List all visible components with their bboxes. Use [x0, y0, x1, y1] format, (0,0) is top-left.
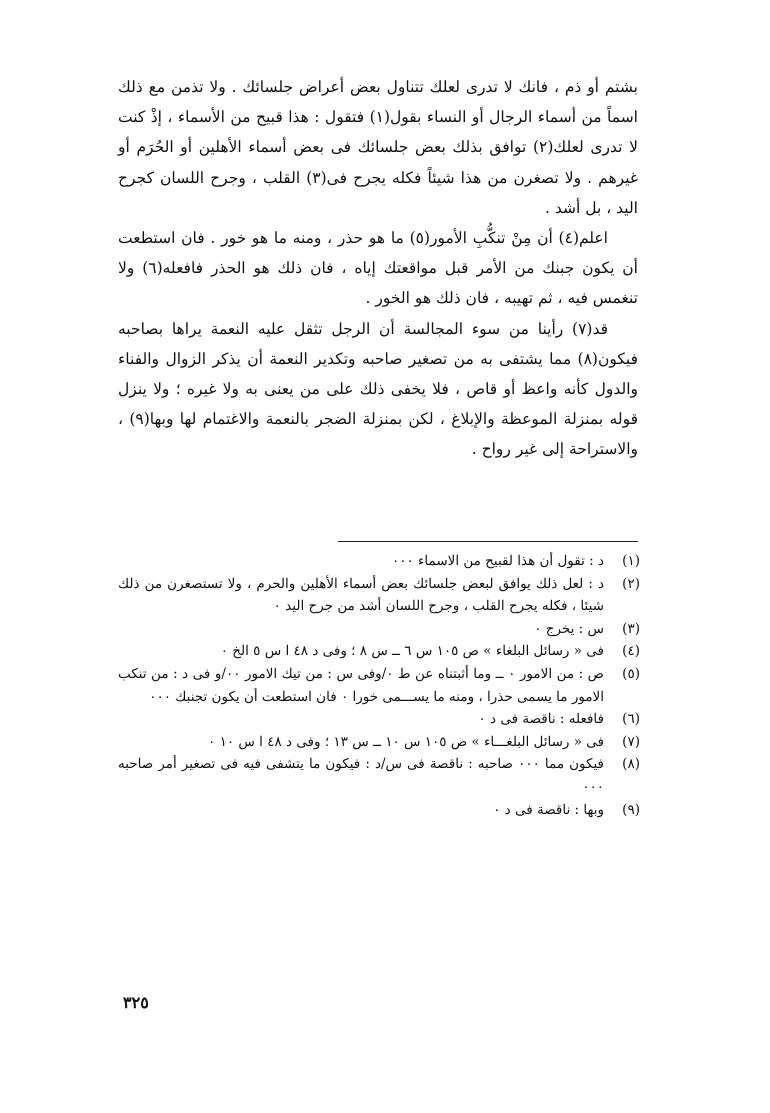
footnote-number: (٢): [622, 575, 640, 592]
page-number: ٣٢٥: [123, 993, 149, 1012]
footnote-text: فافعله : ناقصة فى د ٠: [478, 711, 604, 728]
footnote-number: (٣): [622, 620, 640, 637]
footnote-number: (٤): [622, 643, 640, 660]
footnote-number: (١): [622, 553, 640, 569]
footnote-5: [118, 663, 640, 708]
footnote-text: فى « رسائل البلغاء » ص ١٠٥ س ٦ ــ س ٨ ؛ وفى د ٤٨ ا س ٥ الخ ٠: [220, 643, 604, 660]
footnote-text: د : تقول أن هذا لقبيح من الاسماء ٠٠٠: [392, 553, 604, 569]
paragraph-3: قد(٧) رأينا من سوء المجالسة أن الرجل تثقل عليه النعمة يراها بصاحبه فيكون(٨) مما يشتفى به من تصغير صاحبه وتكدير النعمة أن يذكر الزوال والفناء والدول كأنه واعظ أو قاص ، فلا يخفى ذلك على من يعنى به ولا غيره ؛ ولا ينزل قوله بمنزلة الموعظة والإبلاغ ، لكن بمنزلة الضجر بالنعمة والاغتمام لها وبها(٩) ، والاستراحة إلى غير رواح .: [118, 319, 638, 459]
footnote-text: س : يخرج ٠: [534, 620, 604, 637]
footnote-number: (٧): [622, 733, 640, 750]
paragraph-1: بشتم أو ذم ، فانك لا تدرى لعلك تتناول بعض أعراض جلسائك . ولا تذمن مع ذلك اسماً من أسماء الرجال أو النساء بقول(١) فتقول : هذا قبيح من الأسماء ، إذْ كنت لا تدرى لعلك(٢) توافق بذلك بعض جلسائك فى بعض أسماء الأهلين أو الحُرَم أو غيرهم . ولا تصغرن من هذا شيئاً فكله يجرح فى(٣) القلب ، وجرح اللسان كجرح اليد ، بل أشد .: [118, 78, 638, 217]
footnote-1: [118, 550, 640, 573]
footnote-number: (٥): [622, 665, 640, 682]
footnote-8: [118, 753, 640, 798]
footnote-7: [118, 731, 640, 754]
footnote-number: (٩): [622, 801, 640, 818]
footnote-text: ص : من الامور ٠ ــ وما أثبتناه عن ط ٠/وفى س : من تيك الامور ٠٠/و فى د : من تنكب الامور ما يسمى حذرا ، ومنه ما يســـمى خورا ٠ فان استطعت أن يكون تجنبك ٠٠٠: [118, 665, 604, 705]
footnote-number: (٨): [622, 756, 640, 773]
footnote-separator: [338, 541, 638, 542]
footnote-6: [118, 708, 640, 731]
footnote-2: [118, 573, 640, 618]
footnote-4: [118, 640, 640, 663]
footnote-9: [118, 799, 640, 822]
footnote-number: (٦): [622, 711, 640, 728]
footnote-text: فى « رسائل البلغـــاء » ص ١٠٥ س ١٠ ــ س ١٣ ؛ وفى د ٤٨ ا س ١٠ ٠: [208, 733, 604, 750]
footnote-3: [118, 618, 640, 641]
main-text: [118, 72, 638, 465]
footnote-text: د : لعل ذلك يوافق لبعض جلسائك بعض أسماء الأهلين والحرم ، ولا تستصغرن من ذلك شيئا ، فكله يجرح القلب ، وجرح اللسان أشد من جرح اليد ٠: [118, 575, 604, 615]
footnote-text: وبها : ناقصة فى د ٠: [493, 801, 604, 818]
footnote-text: فيكون مما ٠٠٠ صاحبه : ناقصة فى س/د : فيكون ما يتشفى فيه فى تصغير أمر صاحبه ٠٠٠: [118, 756, 604, 795]
paragraph-2: اعلم(٤) أن مِنْ تنكُّبِ الأمور(٥) ما هو حذر ، ومنه ما هو خور . فان استطعت أن يكون جبنك من الأمر قبل مواقعتك إياه ، فان ذلك هو الحذر فافعله(٦) ولا تنغمس فيه ، ثم تهيبه ، فان ذلك هو الخور .: [118, 229, 638, 308]
footnotes: [118, 550, 640, 821]
